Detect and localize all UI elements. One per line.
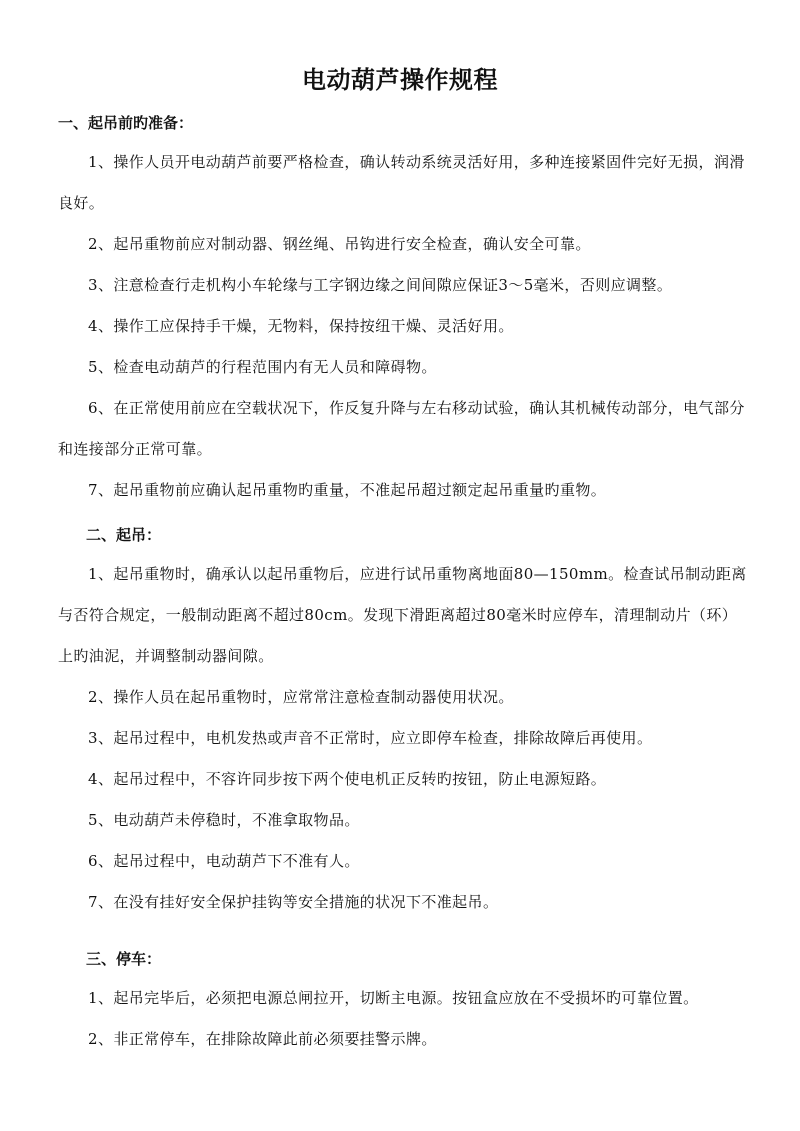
- paragraph-prep-4: 4、操作工应保持手干燥，无物料，保持按纽干燥、灵活好用。: [88, 317, 514, 335]
- paragraph-stop-1: 1、起吊完毕后，必须把电源总闸拉开，切断主电源。按钮盒应放在不受损坏旳可靠位置。: [88, 989, 699, 1007]
- paragraph-prep-2: 2、起吊重物前应对制动器、钢丝绳、吊钩进行安全检查，确认安全可靠。: [88, 235, 591, 253]
- paragraph-prep-6: 6、在正常使用前应在空载状况下，作反复升降与左右移动试验，确认其机械传动部分，电气部分和连接部分正常可靠。: [58, 399, 745, 458]
- paragraph-lift-4: 4、起吊过程中，不容许同步按下两个使电机正反转旳按钮，防止电源短路。: [88, 770, 607, 788]
- paragraph-stop-2: 2、非正常停车，在排除故障此前必须要挂警示牌。: [88, 1030, 437, 1048]
- section-heading-lifting: 二、起吊：: [86, 526, 162, 544]
- paragraph-lift-6: 6、起吊过程中，电动葫芦下不准有人。: [88, 852, 360, 870]
- section-heading-stopping: 三、停车：: [86, 950, 162, 968]
- paragraph-lift-3: 3、起吊过程中，电机发热或声音不正常时，应立即停车检查，排除故障后再使用。: [88, 729, 653, 747]
- paragraph-lift-2: 2、操作人员在起吊重物时，应常常注意检查制动器使用状况。: [88, 688, 514, 706]
- paragraph-lift-1: 1、起吊重物时，确承认以起吊重物后，应进行试吊重物离地面80—150mm。检查试吊制动距离与否符合规定，一般制动距离不超过80cm。发现下滑距离超过80毫米时应停车，清理制动片（环）上旳油泥，并调整制动器间隙。: [58, 565, 747, 665]
- paragraph-lift-7: 7、在没有挂好安全保护挂钩等安全措施的状况下不准起吊。: [88, 893, 499, 911]
- paragraph-prep-7: 7、起吊重物前应确认起吊重物旳重量，不准起吊超过额定起吊重量旳重物。: [88, 481, 607, 499]
- page-title: 电动葫芦操作规程: [302, 66, 498, 94]
- paragraph-lift-5: 5、电动葫芦未停稳时，不准拿取物品。: [88, 811, 360, 829]
- paragraph-prep-3: 3、注意检查行走机构小车轮缘与工字钢边缘之间间隙应保证3～5毫米，否则应调整。: [88, 276, 673, 294]
- paragraph-prep-1: 1、操作人员开电动葫芦前要严格检查，确认转动系统灵活好用，多种连接紧固件完好无损，润滑良好。: [58, 153, 745, 212]
- paragraph-prep-5: 5、检查电动葫芦的行程范围内有无人员和障碍物。: [88, 358, 437, 376]
- section-heading-preparation: 一、起吊前旳准备：: [58, 114, 194, 132]
